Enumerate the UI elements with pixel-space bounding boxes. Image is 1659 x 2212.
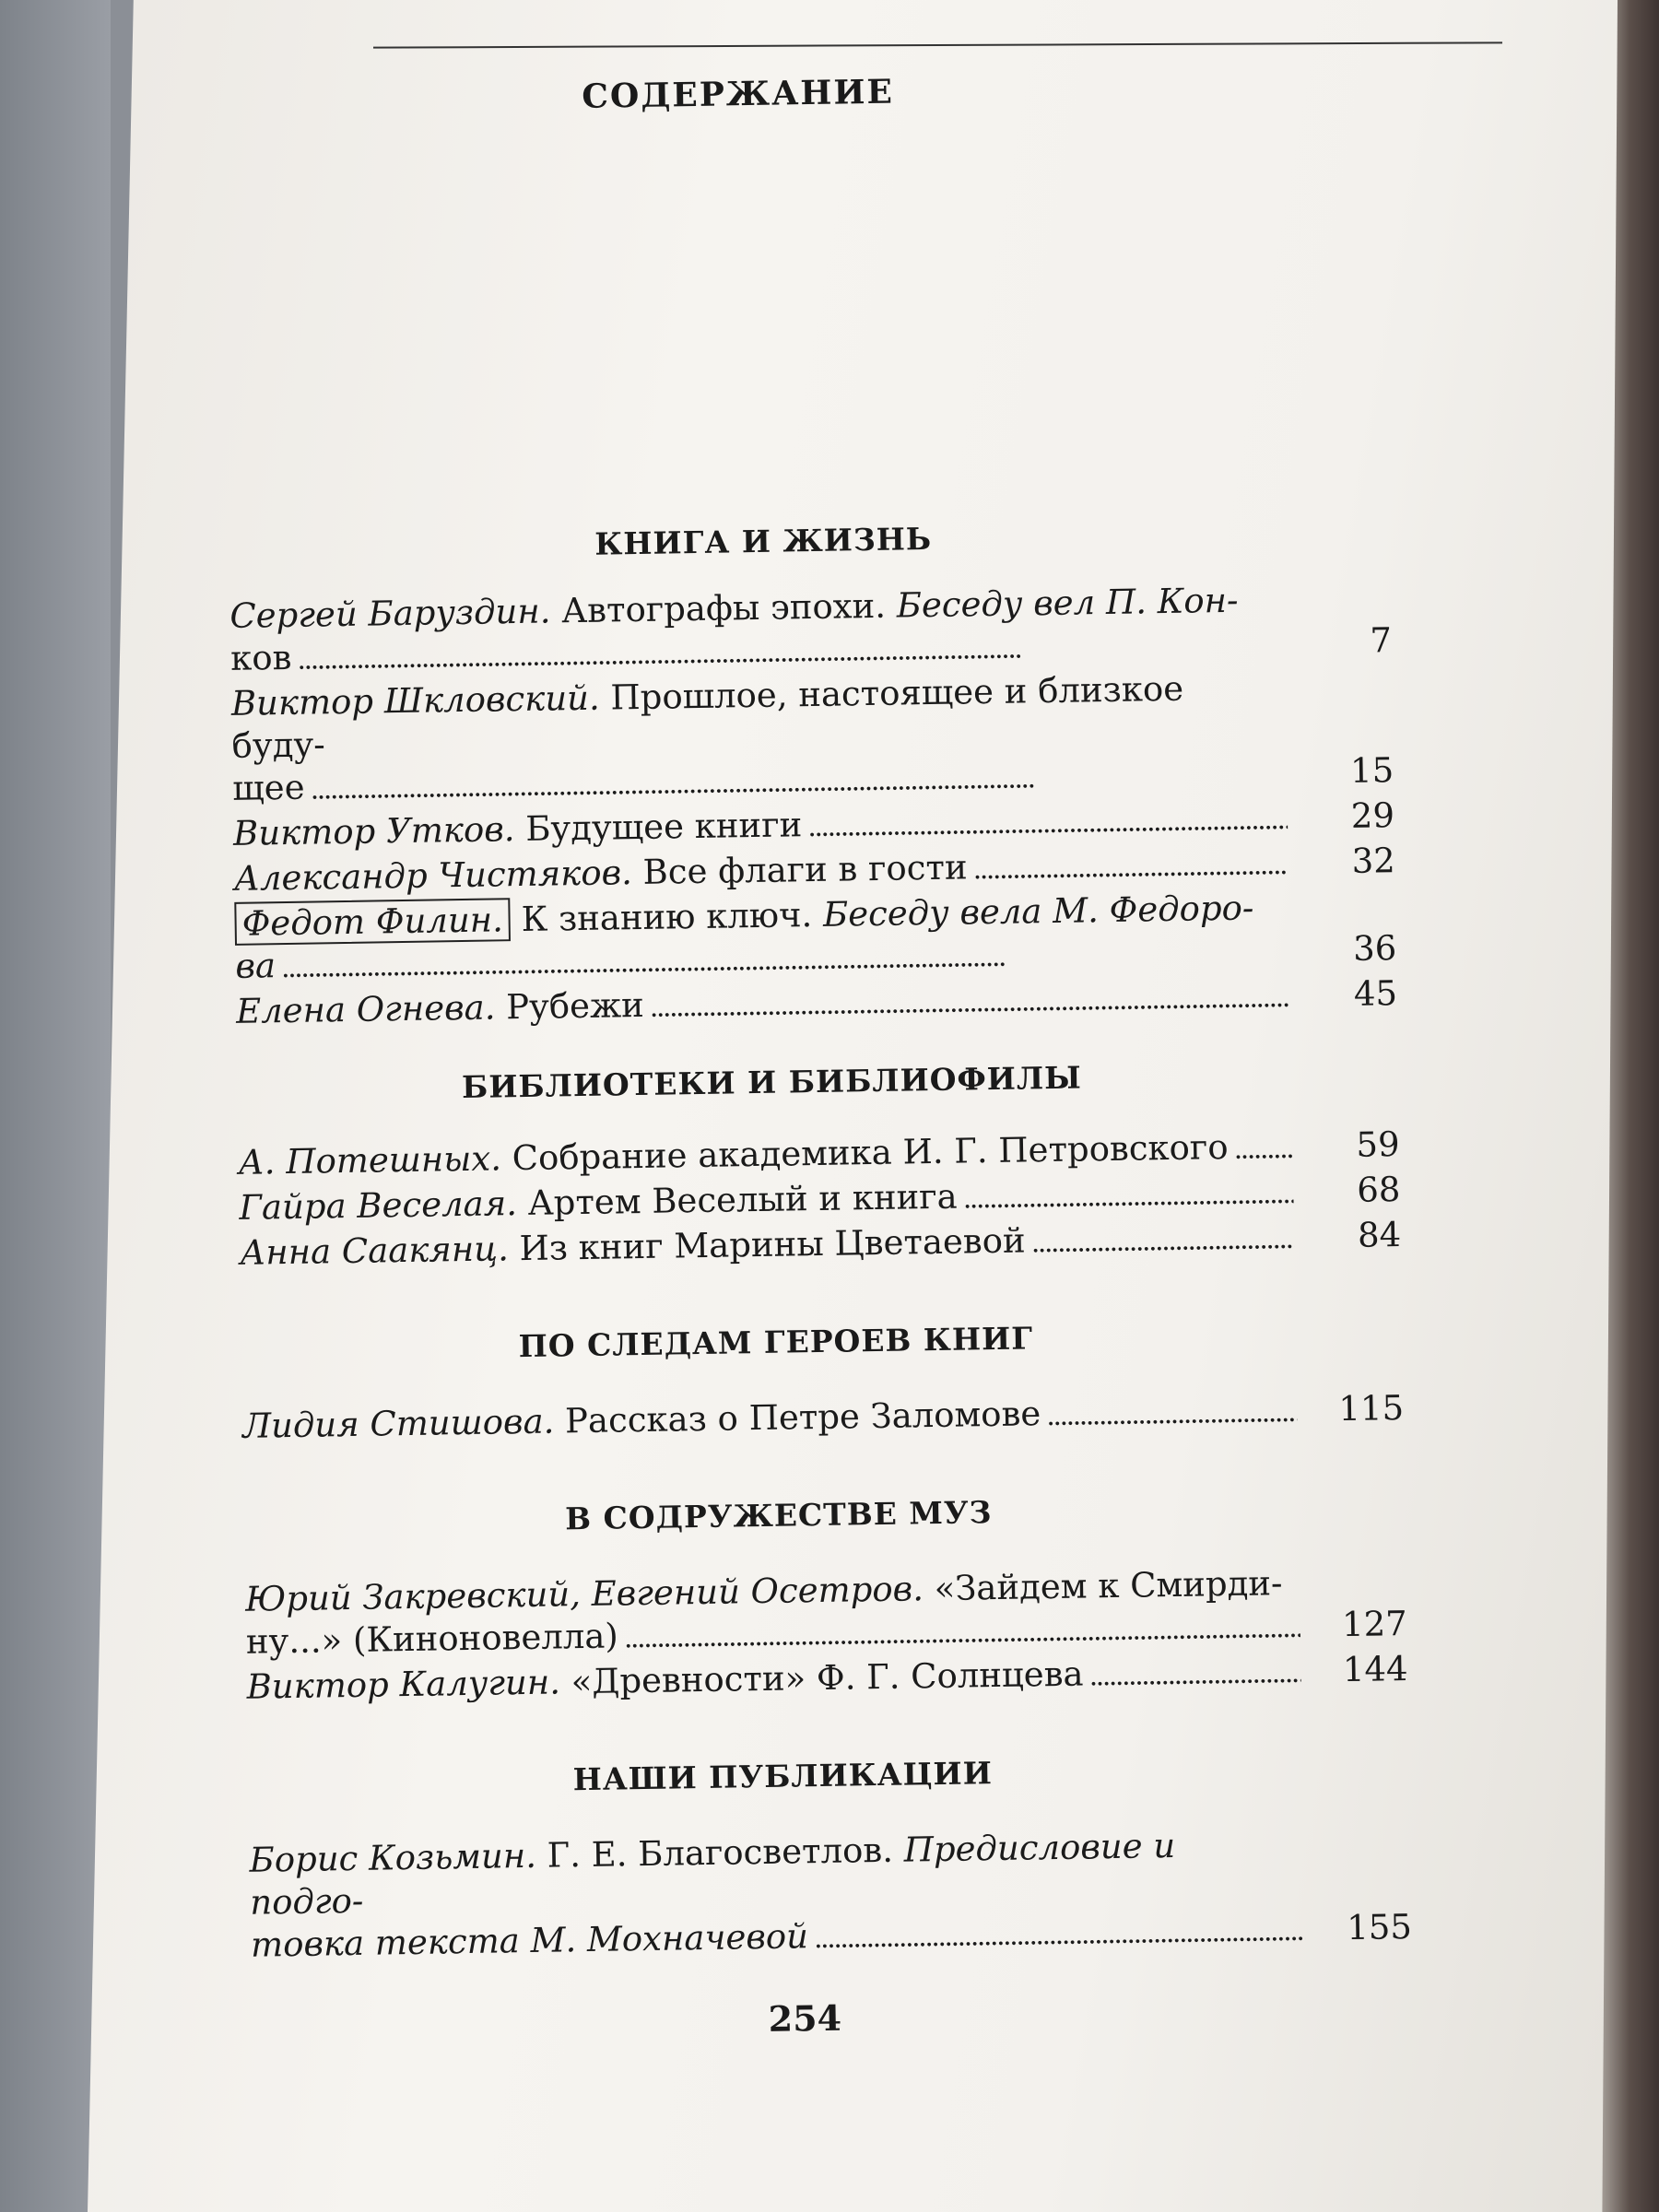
entry-author: Юрий Закревский, Евгений Осетров. bbox=[244, 1569, 924, 1619]
page-title: СОДЕРЖАНИЕ bbox=[581, 72, 895, 116]
page-number: 7 bbox=[1370, 620, 1393, 661]
entry-author: Александр Чистяков. bbox=[233, 853, 633, 899]
entry-title-end: ну...» (Киноновелла) bbox=[245, 1616, 619, 1662]
leader-dots bbox=[807, 796, 1288, 849]
section-title: БИБЛИОТЕКИ И БИБЛИОФИЛЫ bbox=[461, 1059, 1083, 1106]
entry-author-boxed: Федот Филин. bbox=[234, 898, 511, 946]
page-number: 36 bbox=[1352, 928, 1397, 969]
entry-title: Рубежи bbox=[495, 984, 645, 1028]
page-number: 115 bbox=[1338, 1388, 1405, 1430]
entry-author: Лидия Стишова. bbox=[241, 1401, 555, 1446]
entry-author: Виктор Утков. bbox=[232, 809, 515, 853]
entry-title-end: ва bbox=[235, 946, 276, 986]
leader-dots bbox=[1046, 1389, 1298, 1438]
page-number: 127 bbox=[1341, 1604, 1408, 1645]
entry-author: Виктор Шкловский. bbox=[230, 677, 601, 724]
table-of-contents bbox=[221, 44, 1524, 2047]
section-title: КНИГА И ЖИЗНЬ bbox=[594, 520, 933, 562]
entry-note: Беседу вела М. Федоро- bbox=[822, 888, 1254, 935]
page-number: 45 bbox=[1353, 973, 1398, 1014]
page-number: 155 bbox=[1346, 1906, 1413, 1948]
background-left bbox=[0, 0, 111, 2212]
entry-title-end: ков bbox=[229, 637, 292, 678]
entry-title-end: щее bbox=[232, 767, 305, 808]
page-number: 29 bbox=[1350, 795, 1395, 836]
entry-author: Анна Саакянц. bbox=[239, 1229, 510, 1273]
leader-dots bbox=[1233, 1125, 1293, 1171]
leader-dots bbox=[962, 1171, 1293, 1221]
entry-title: Собрание академика И. Г. Петровского bbox=[500, 1126, 1229, 1179]
toc-entry bbox=[249, 1821, 1412, 1970]
entry-title: К знанию ключ. bbox=[510, 894, 824, 940]
entry-title: Артем Веселый и книга bbox=[516, 1176, 958, 1224]
entry-title: «Древности» Ф. Г. Солнцева bbox=[559, 1653, 1084, 1702]
page-number: 84 bbox=[1357, 1215, 1402, 1255]
entry-note: Предисловие и подго- bbox=[249, 1825, 1176, 1923]
section-title: В СОДРУЖЕСТВЕ МУЗ bbox=[564, 1494, 993, 1537]
entry-author: Виктор Калугин. bbox=[246, 1662, 561, 1707]
entry-title: «Зайдем к Смирди- bbox=[923, 1563, 1283, 1609]
page-number: 15 bbox=[1349, 750, 1394, 791]
entry-title: Автографы эпохи. bbox=[550, 585, 898, 631]
entry-title: Г. Е. Благосветлов. bbox=[535, 1830, 904, 1876]
entry-author: Борис Козьмин. bbox=[249, 1835, 537, 1880]
page-number: 59 bbox=[1356, 1124, 1400, 1165]
entry-author: Сергей Баруздин. bbox=[229, 591, 551, 636]
entry-title: Рассказ о Петре Заломове bbox=[553, 1394, 1041, 1441]
entry-author: Гайра Веселая. bbox=[239, 1183, 518, 1228]
leader-dots bbox=[1088, 1650, 1301, 1699]
page-number: 32 bbox=[1351, 841, 1396, 881]
entry-title: Из книг Марины Цветаевой bbox=[508, 1220, 1026, 1269]
page-number: 68 bbox=[1356, 1170, 1401, 1210]
entry-title: Все флаги в гости bbox=[631, 847, 968, 893]
leader-dots bbox=[1030, 1216, 1294, 1265]
entry-author: Елена Огнева. bbox=[235, 987, 496, 1031]
toc-entry bbox=[231, 665, 1394, 813]
page-number: 144 bbox=[1342, 1648, 1408, 1690]
leader-dots bbox=[972, 841, 1288, 891]
page-folio: 254 bbox=[768, 1996, 842, 2040]
entry-note: Беседу вел П. Кон- bbox=[896, 580, 1239, 626]
leader-dots bbox=[814, 1908, 1306, 1960]
entry-title: Будущее книги bbox=[514, 805, 803, 850]
entry-title: Прошлое, настоящее и близкое буду- bbox=[231, 668, 1184, 766]
section-title: ПО СЛЕДАМ ГЕРОЕВ КНИГ bbox=[518, 1320, 1034, 1365]
section-title: НАШИ ПУБЛИКАЦИИ bbox=[572, 1755, 994, 1798]
entry-author: А. Потешных. bbox=[238, 1138, 502, 1182]
entry-title-end: товка текста М. Мохначевой bbox=[250, 1916, 809, 1965]
